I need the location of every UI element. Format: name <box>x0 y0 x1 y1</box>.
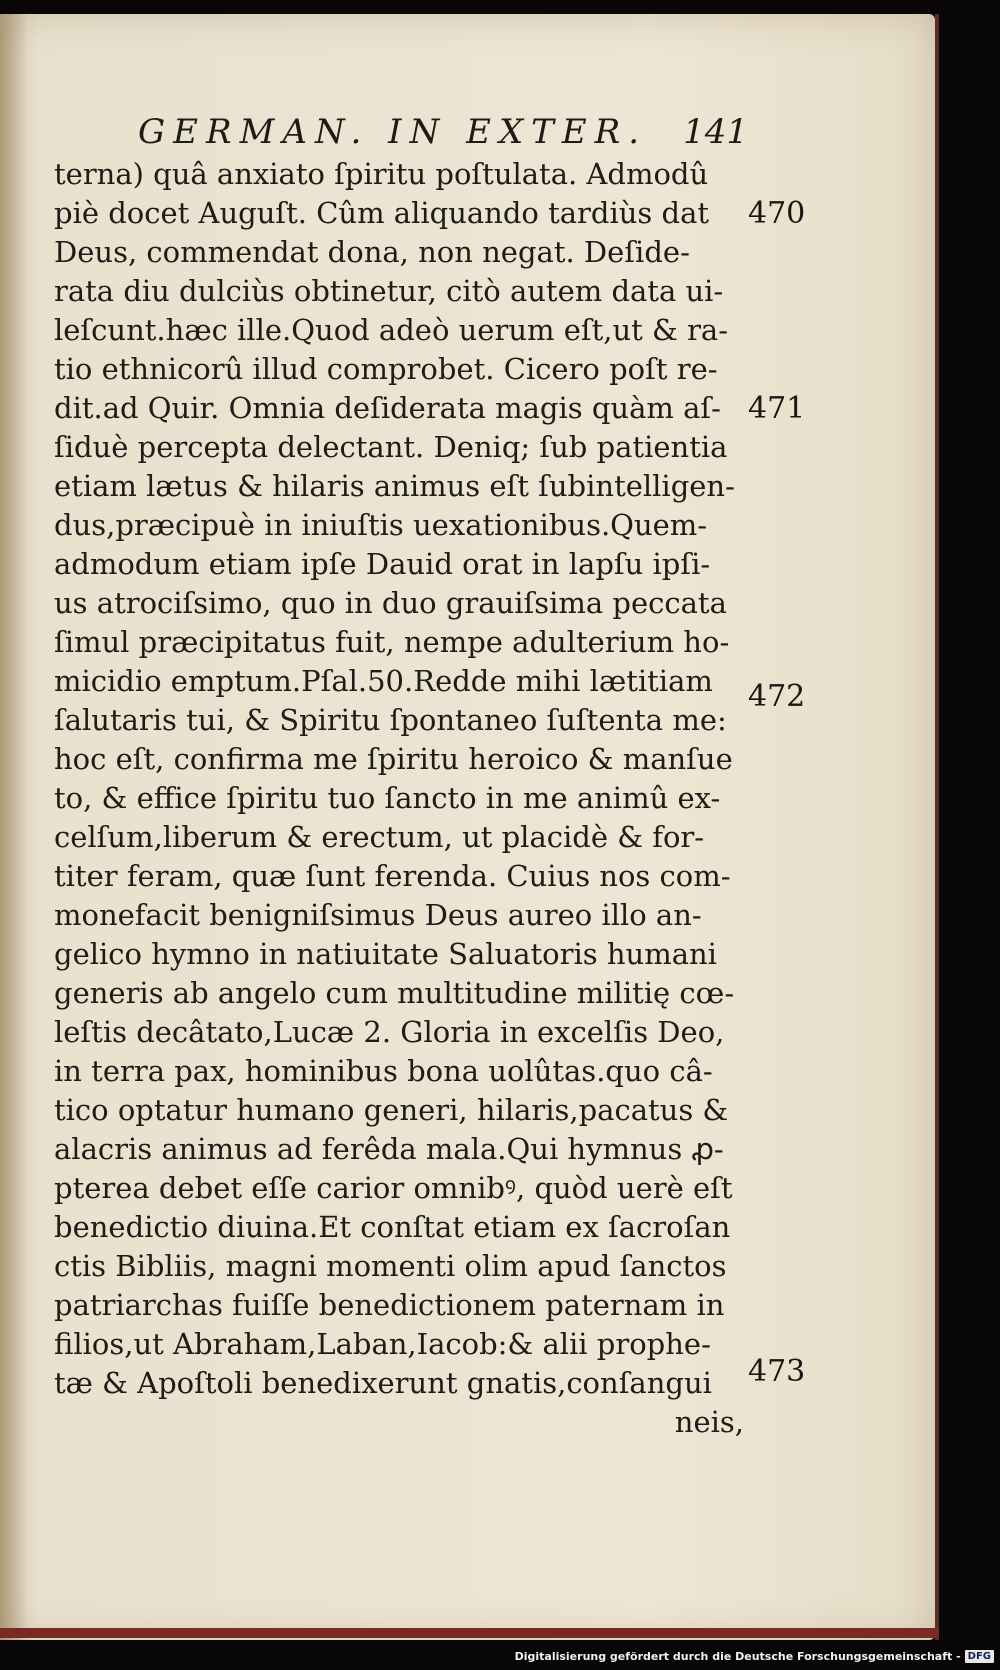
text-line: patriarchas fuiſſe benedictionem paternam in <box>54 1288 725 1322</box>
text-line: ſimul præcipitatus fuit, nempe adulterium ho- <box>54 625 730 659</box>
text-line: titer feram, quæ ſunt ferenda. Cuius nos com- <box>54 859 731 893</box>
text-line: etiam lætus & hilaris animus eſt ſubintelligen- <box>54 469 735 503</box>
text-line: hoc eſt, confirma me ſpiritu heroico & manſue <box>54 742 733 776</box>
digitization-credit <box>515 1646 994 1666</box>
text-line: benedictio diuina.Et conſtat etiam ex ſacroſan <box>54 1210 731 1244</box>
text-line: tio ethnicorû illud comprobet. Cicero poſt re- <box>54 352 718 386</box>
margin-number: 473 <box>748 1354 806 1389</box>
text-line: ſiduè percepta delectant. Deniq; ſub patientia <box>54 430 728 464</box>
credit-text: Digitalisierung gefördert durch die Deutsche Forschungsgemeinschaft - <box>514 1649 961 1663</box>
margin-number: 471 <box>748 391 806 426</box>
text-line: monefacit benigniſsimus Deus aureo illo an- <box>54 898 702 932</box>
text-line: leſtis decâtato,Lucæ 2. Gloria in excelſis Deo, <box>54 1015 725 1049</box>
body-text <box>54 155 744 1442</box>
text-line: ctis Bibliis, magni momenti olim apud ſanctos <box>54 1249 727 1283</box>
text-line: admodum etiam ipſe Dauid orat in lapſu ipſi- <box>54 547 711 581</box>
text-line: leſcunt.hæc ille.Quod adeò uerum eſt,ut & ra- <box>54 313 729 347</box>
text-line: terna) quâ anxiato ſpiritu poſtulata. Admodû <box>54 157 709 191</box>
text-line: in terra pax, hominibus bona uolûtas.quo câ- <box>54 1054 713 1088</box>
page-edge <box>935 14 939 1640</box>
text-line: dit.ad Quir. Omnia deſiderata magis quàm aſ- <box>54 391 721 425</box>
text-line: Deus, commendat dona, non negat. Deſide- <box>54 235 690 269</box>
text-line: piè docet Auguſt. Cûm aliquando tardiùs dat <box>54 196 710 230</box>
text-line: gelico hymno in natiuitate Saluatoris humani <box>54 937 717 971</box>
text-line: micidio emptum.Pſal.50.Redde mihi lætitiam <box>54 664 713 698</box>
text-line: celſum,liberum & erectum, ut placidè & for- <box>54 820 705 854</box>
page-header <box>138 112 748 156</box>
text-line: filios,ut Abraham,Laban,Iacob:& alii prophe- <box>54 1327 711 1361</box>
dfg-logo: DFG <box>965 1650 994 1663</box>
running-head: GERMAN. IN EXTER. <box>138 112 648 152</box>
text-line: generis ab angelo cum multitudine militię cœ- <box>54 976 735 1010</box>
margin-number: 470 <box>748 196 806 231</box>
spine-shadow <box>0 14 28 1640</box>
text-line: dus,præcipuè in iniuſtis uexationibus.Quem- <box>54 508 708 542</box>
text-line: us atrociſsimo, quo in duo grauiſsima peccata <box>54 586 727 620</box>
text-line: tico optatur humano generi, hilaris,pacatus & <box>54 1093 729 1127</box>
text-line: alacris animus ad ferêda mala.Qui hymnus ꝓ- <box>54 1132 724 1166</box>
text-line: tæ & Apoſtoli benedixerunt gnatis,conſangui <box>54 1366 712 1400</box>
text-line: to, & effice ſpiritu tuo ſancto in me animû ex- <box>54 781 721 815</box>
text-line: rata diu dulciùs obtinetur, citò autem data ui- <box>54 274 724 308</box>
text-line: ſalutaris tui, & Spiritu ſpontaneo ſuſtenta me: <box>54 703 727 737</box>
margin-number: 472 <box>748 679 806 714</box>
text-line: pterea debet eſſe carior omnibꝰ, quòd uerè eſt <box>54 1171 733 1205</box>
page-number: 141 <box>683 112 748 152</box>
catchword: neis, <box>674 1405 744 1439</box>
page-bottom-edge <box>0 1628 939 1638</box>
